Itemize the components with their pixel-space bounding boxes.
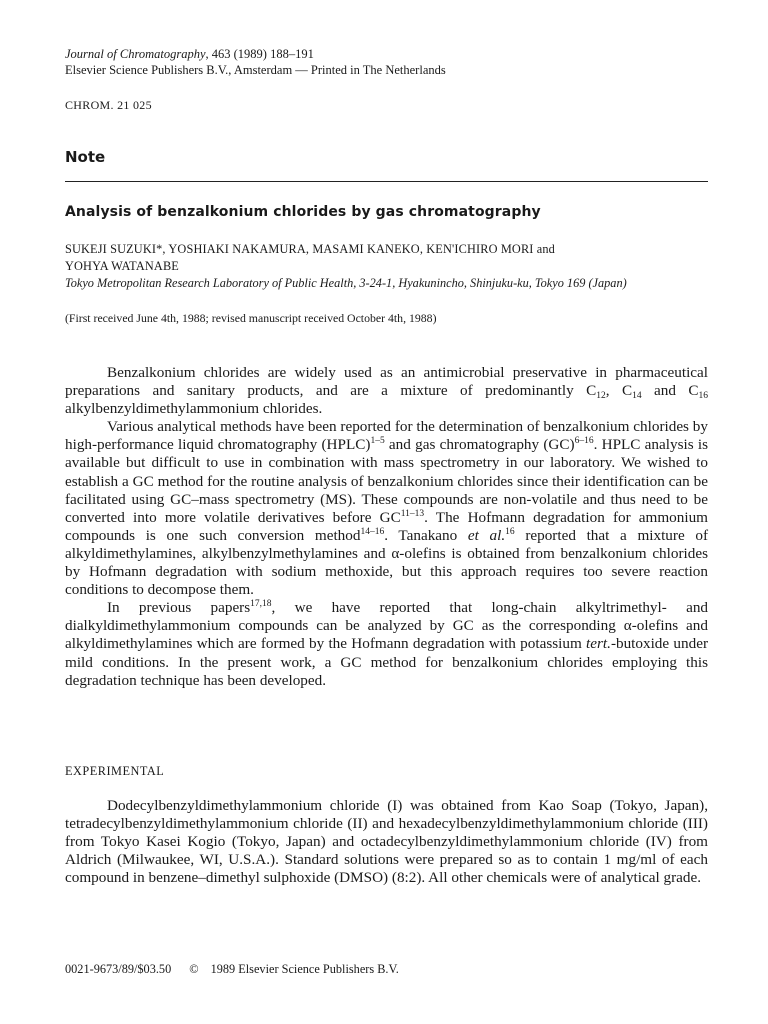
- article-title: Analysis of benzalkonium chlorides by gas chromatography: [65, 204, 541, 220]
- authors-line-1: SUKEJI SUZUKI*, YOSHIAKI NAKAMURA, MASAMI KANEKO, KEN'ICHIRO MORI: [65, 242, 534, 256]
- journal-citation: [65, 46, 314, 62]
- author-list: [65, 241, 708, 274]
- publisher-line: Elsevier Science Publishers B.V., Amsterdam — Printed in The Netherlands: [65, 63, 446, 77]
- journal-page: [65, 0, 708, 1024]
- intro-paragraph-3: In previous papers$^{17,18}$, we have reported that long-chain alkyltrimethyl- and dialkyldimethylammonium compounds can be analyzed by GC as the corresponding α-olefins and alkyldimethylamines which are formed by the Hofmann degradation with potassium tert.-butoxide under mild conditions. In the present work, a GC method for benzalkonium chlorides employing this degradation technique has been developed.: [65, 599, 709, 689]
- journal-name: Journal of Chromatography: [65, 47, 206, 61]
- chrom-id: CHROM. 21 025: [65, 98, 152, 112]
- copyright-icon: ©: [189, 962, 199, 976]
- section-label: Note: [65, 148, 106, 166]
- footer-issn-code: 0021-9673/89/$03.50: [65, 962, 172, 976]
- affiliation: Tokyo Metropolitan Research Laboratory of Public Health, 3-24-1, Hyakunincho, Shinjuku-ku, Tokyo 169 (Japan): [65, 276, 627, 290]
- intro-paragraph-2: Various analytical methods have been reported for the determination of benzalkonium chlorides by high-performance liquid chromatography (HPLC)$^{1-5}$ and gas chromatography (GC)$^{6-16}$. HPLC analysis is available but difficult to use in combination with mass spectrometry in our laboratory. We wished to establish a GC method for the routine analysis of benzalkonium chlorides since their identification can be facilitated using GC–mass spectrometry (MS). These compounds are non-volatile and thus need to be converted into more volatile derivatives before GC$^{11-13}$. The Hofmann degradation for ammonium compounds is one such conversion method$^{14-16}$. Tanakano et al.$^{16}$ reported that a mixture of alkyldimethylamines, alkylbenzylmethylamines and α-olefins is obtained from benzalkonium chlorides by Hofmann degradation with sodium methoxide, but this approach requires too severe reaction conditions to decompose them.: [65, 418, 709, 599]
- experimental-paragraph-1: Dodecylbenzyldimethylammonium chloride (I) was obtained from Kao Soap (Tokyo, Japan), tetradecylbenzyldimethylammonium chloride (II) and hexadecylbenzyldimethylammonium chloride (III) from Tokyo Kasei Kogio (Tokyo, Japan) and octadecylbenzyldimethylammonium chloride (IV) from Aldrich (Milwaukee, WI, U.S.A.). Standard solutions were prepared so as to contain 1 mg/ml of each compound in benzene–dimethyl sulphoxide (DMSO) (8:2). All other chemicals were of analytical grade.: [65, 797, 708, 887]
- received-dates: (First received June 4th, 1988; revised manuscript received October 4th, 1988): [65, 311, 437, 325]
- authors-and: and: [533, 242, 555, 256]
- journal-volume-pages: , 463 (1989) 188–191: [205, 47, 314, 61]
- experimental-heading: EXPERIMENTAL: [65, 764, 165, 778]
- authors-line-2: YOHYA WATANABE: [65, 258, 179, 273]
- experimental-section: [65, 797, 708, 887]
- header-divider: [65, 181, 708, 182]
- intro-paragraph-1: Benzalkonium chlorides are widely used as an antimicrobial preservative in pharmaceutical preparations and sanitary products, and are a mixture of predominantly $C_{12}$, $C_{14}$ and $C_{16}$ alkylbenzyldimethylammonium chlorides.: [65, 364, 708, 418]
- introduction: [65, 364, 708, 690]
- page-footer: [65, 962, 399, 977]
- footer-publisher: 1989 Elsevier Science Publishers B.V.: [210, 962, 399, 976]
